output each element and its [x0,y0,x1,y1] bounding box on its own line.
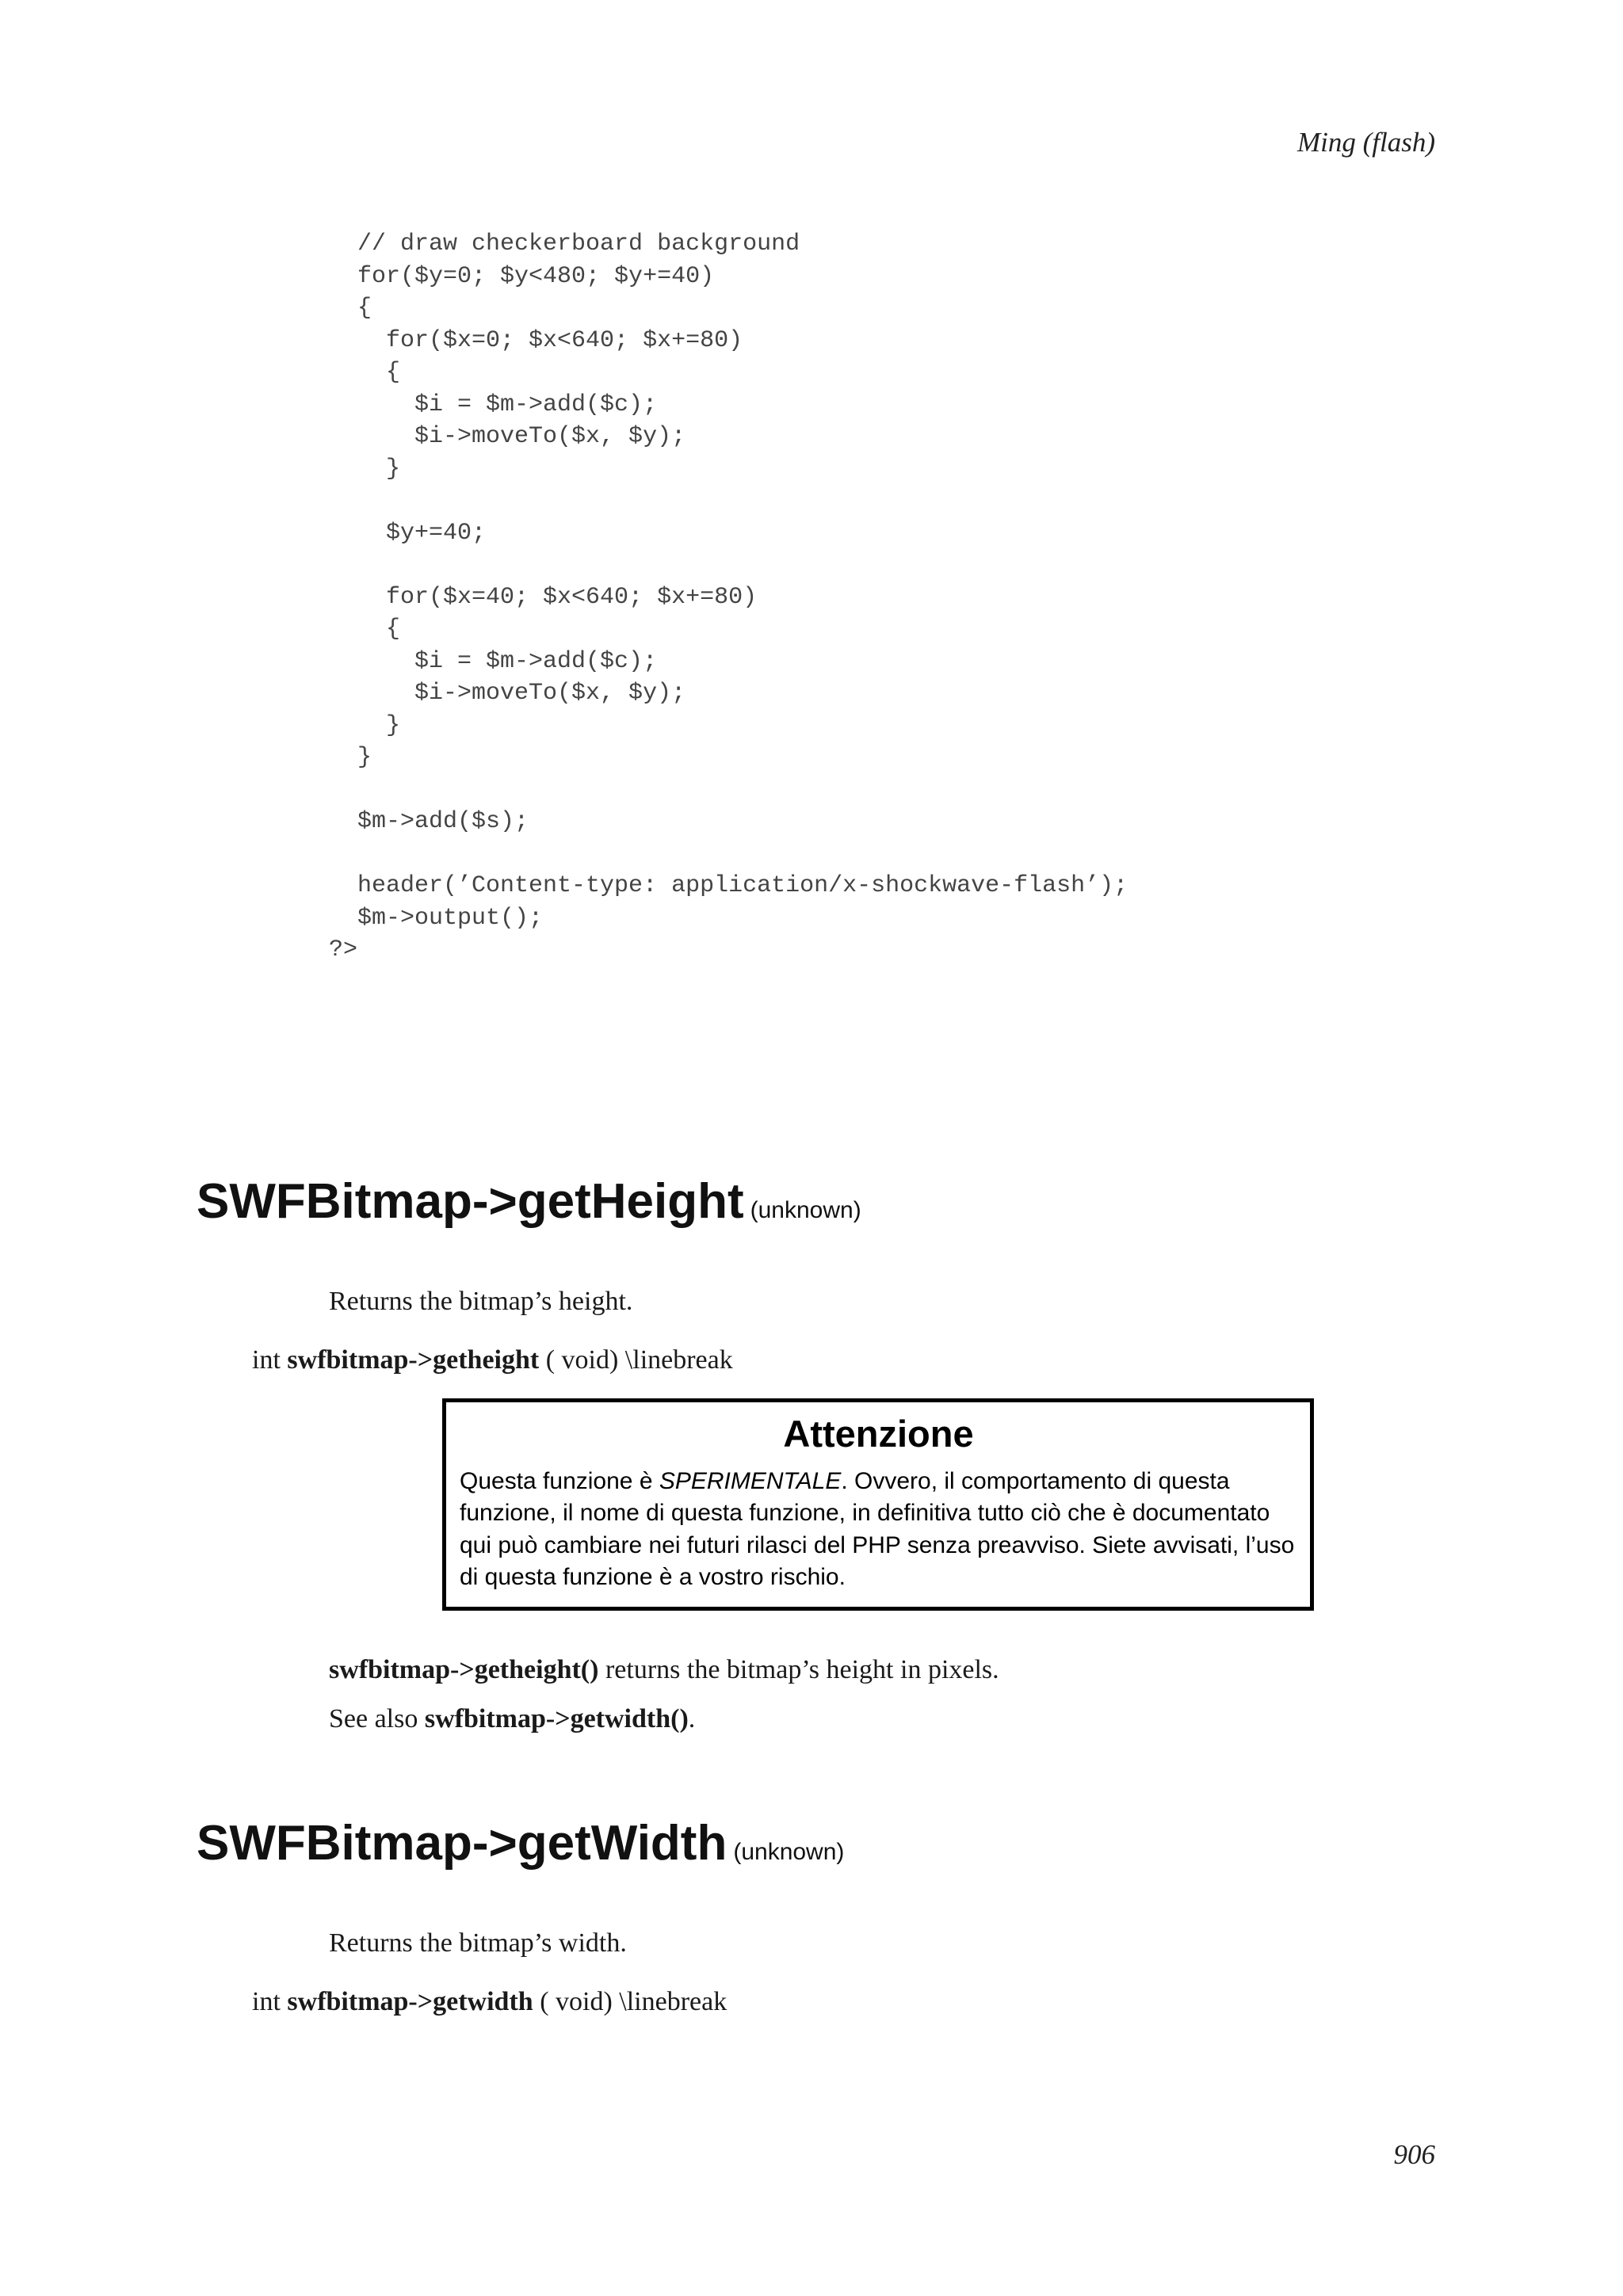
summary-getheight: Returns the bitmap’s height. [329,1287,633,1316]
code-line: // draw checkerboard background [329,231,800,257]
warning-text [460,1466,1297,1594]
description-getheight [329,1654,999,1687]
code-line: for($y=0; $y<480; $y+=40) [329,262,715,290]
code-line: { [329,616,401,643]
section-title-text: SWFBitmap->getHeight [197,1174,744,1229]
see-also-prefix: See also [329,1704,425,1733]
warning-text-after: . Ovvero, il comportamento di questa funzione, il nome di questa funzione, in definitiva tutto ciò che è documentato qui può cambiare nei futuri rilasci del PHP senza preavviso. Siete avvisati, l’uso di questa funzione è a vostro rischio. [460,1467,1295,1591]
availability-note: (unknown) [733,1839,845,1865]
warning-emphasis: SPERIMENTALE [659,1467,842,1494]
see-also-link[interactable]: swfbitmap->getwidth() [424,1704,689,1733]
page-number: 906 [1393,2139,1435,2170]
code-line: $i = $m->add($c); [329,647,658,675]
code-line: ?> [329,936,358,963]
function-reference: swfbitmap->getheight() [329,1655,599,1684]
code-line: for($x=40; $x<640; $x+=80) [329,583,758,611]
availability-note: (unknown) [750,1197,861,1223]
code-line: } [329,711,401,739]
code-line: } [329,744,372,771]
code-line: $y+=40; [329,519,487,547]
section-title-text: SWFBitmap->getWidth [197,1816,727,1871]
code-line: } [329,455,401,482]
params: ( void) \linebreak [533,1987,727,2016]
code-line: $i->moveTo($x, $y); [329,423,686,450]
summary-getwidth: Returns the bitmap’s width. [329,1928,627,1958]
code-line: { [329,359,401,386]
function-name: swfbitmap->getwidth [287,1987,533,2016]
signature-getheight [252,1344,733,1377]
code-line: $i->moveTo($x, $y); [329,680,686,707]
code-line: $m->output(); [329,904,544,932]
code-line: $m->add($s); [329,808,529,835]
see-also-suffix: . [688,1704,696,1733]
return-type: int [252,1345,288,1375]
params: ( void) \linebreak [539,1345,733,1375]
see-also-getheight [329,1703,695,1736]
running-header: Ming (flash) [1296,127,1435,158]
warning-text-before: Questa funzione è [460,1467,659,1494]
warning-title: Attenzione [783,1413,974,1455]
section-title-getheight [197,1174,861,1229]
signature-getwidth [252,1986,727,2019]
return-type: int [252,1987,288,2016]
section-title-getwidth [197,1816,845,1871]
code-line: $i = $m->add($c); [329,391,658,418]
code-line: for($x=0; $x<640; $x+=80) [329,326,743,354]
function-name: swfbitmap->getheight [287,1345,540,1375]
code-block [329,228,1128,967]
description-text: returns the bitmap’s height in pixels. [598,1655,999,1684]
warning-box [442,1398,1314,1611]
code-line: header(’Content-type: application/x-shockwave-flash’); [329,872,1128,899]
code-line: { [329,295,372,322]
